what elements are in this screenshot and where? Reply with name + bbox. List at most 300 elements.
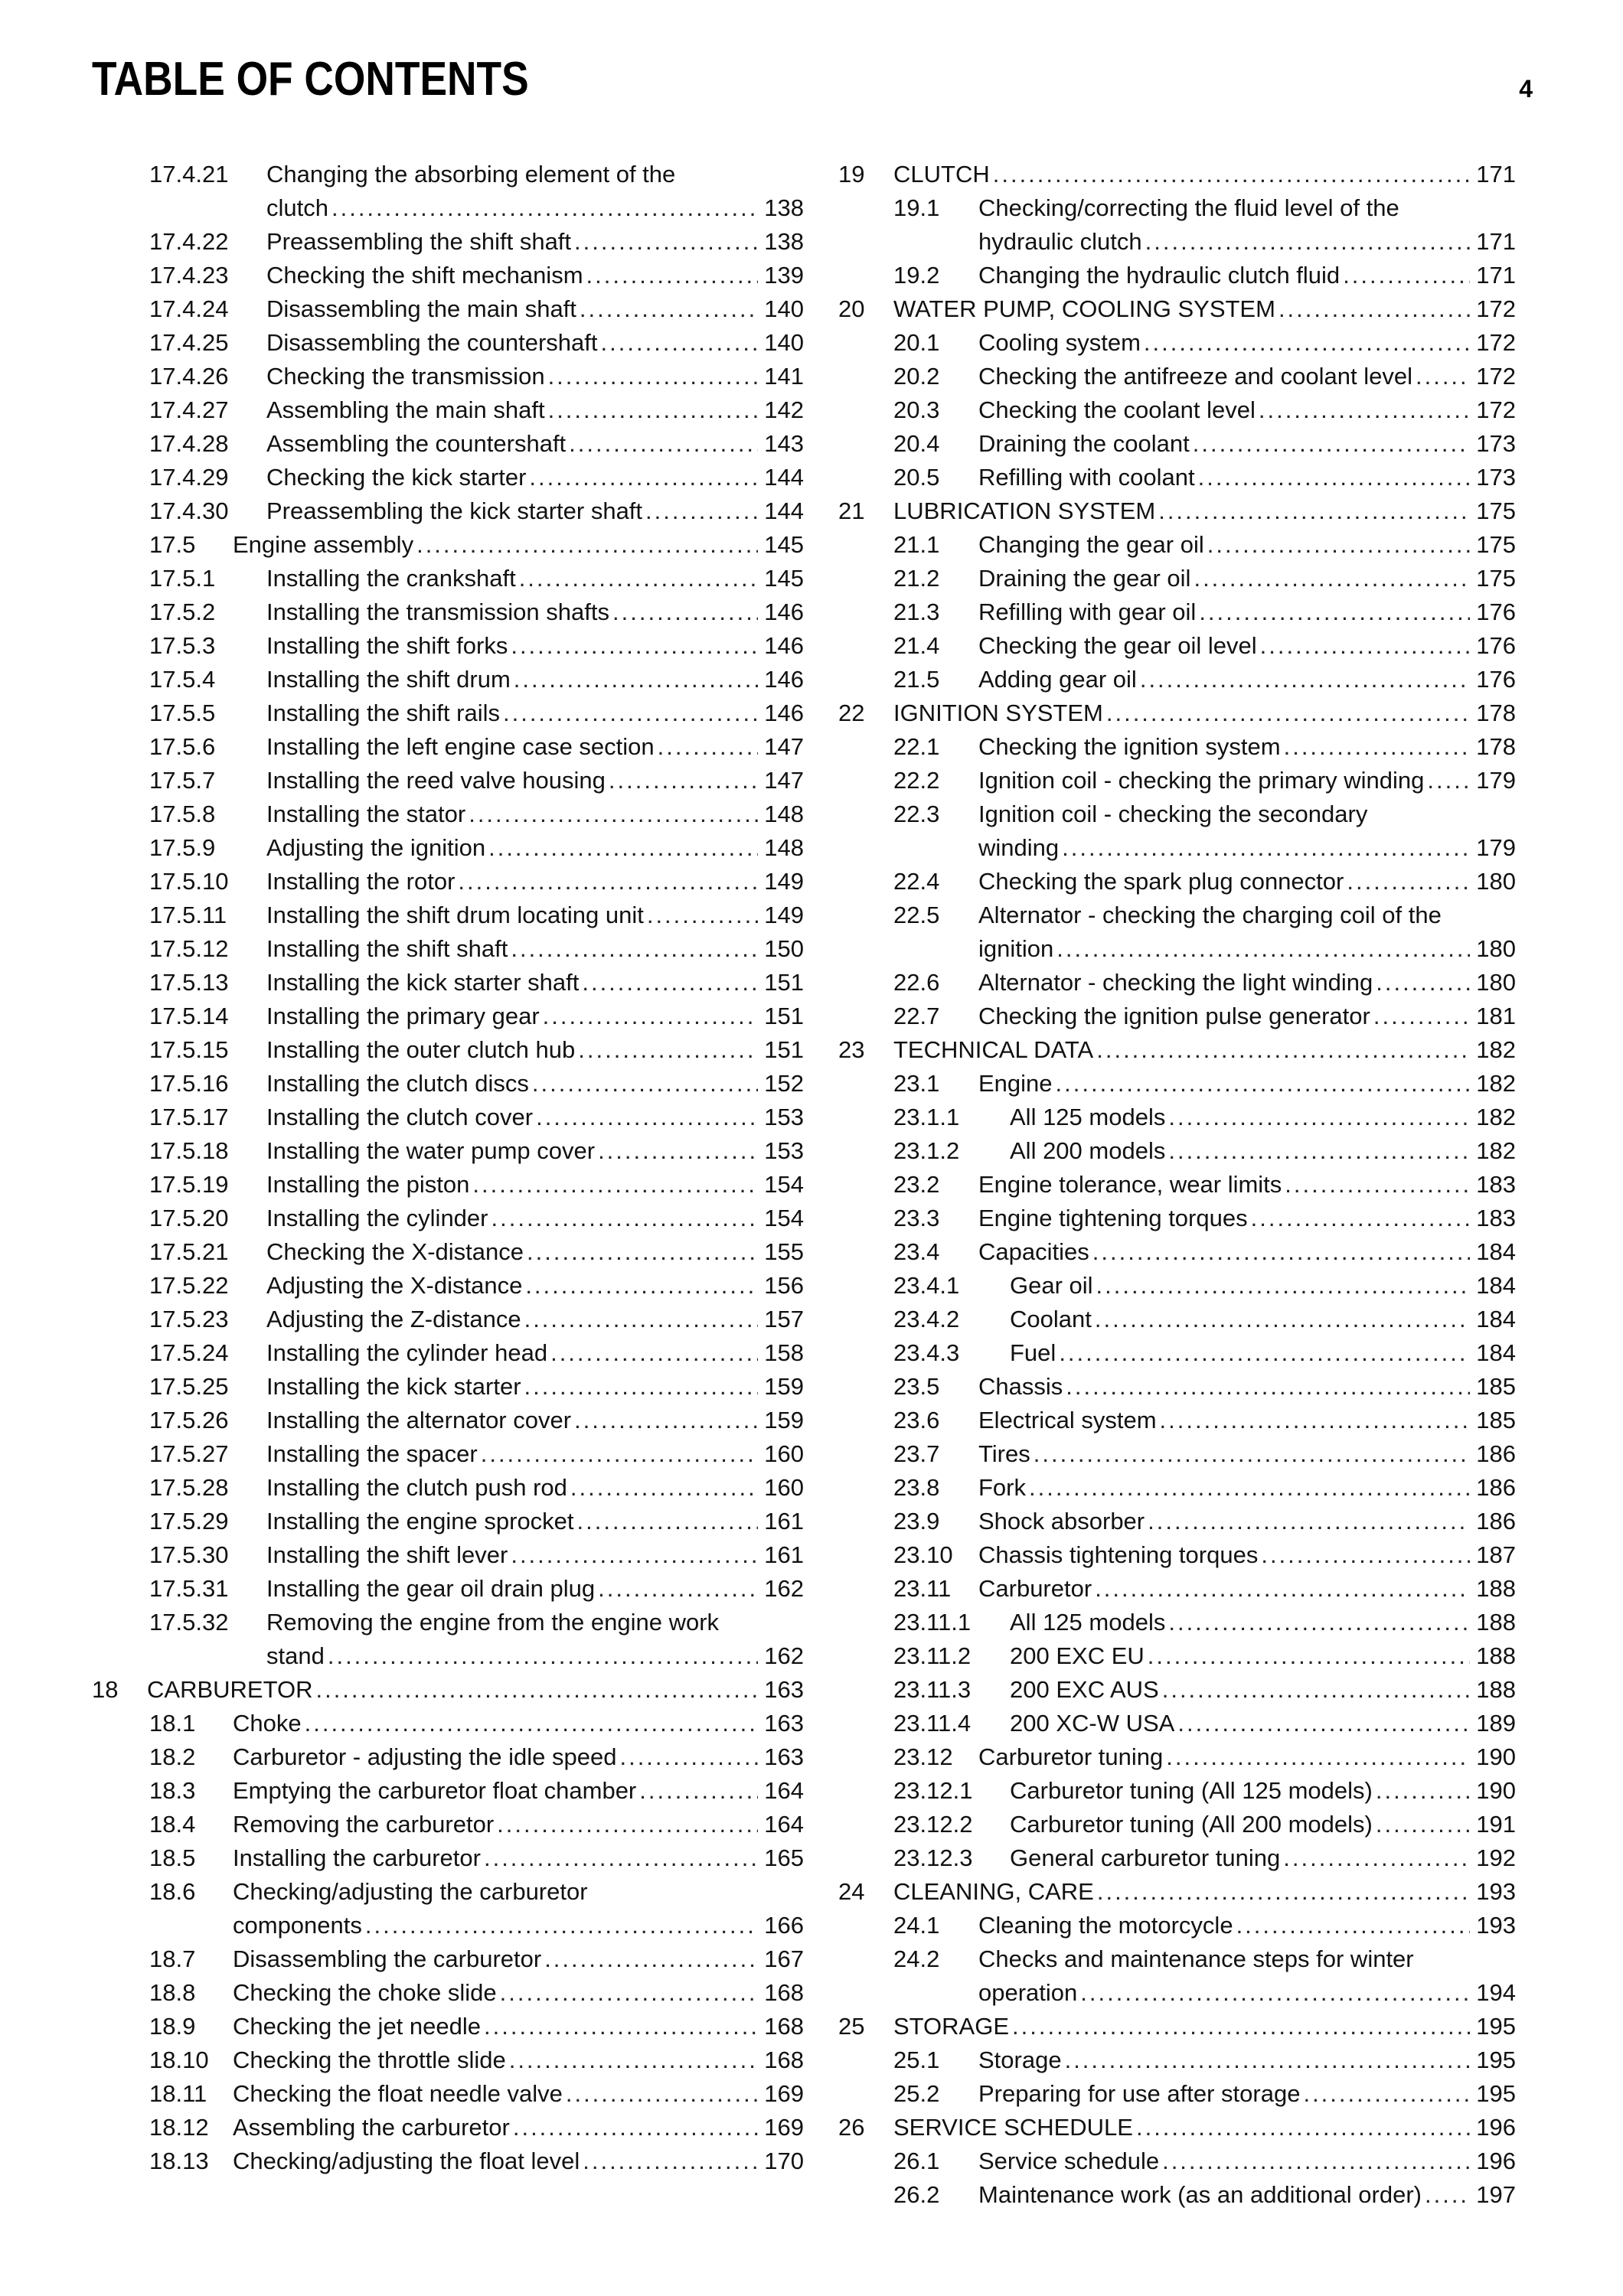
toc-entry-number: 17.5.23 — [149, 1306, 229, 1332]
dot-leader — [519, 562, 758, 595]
toc-entry[interactable] — [92, 1808, 804, 1841]
toc-entry[interactable] — [838, 1033, 1516, 1067]
toc-entry-page: 171 — [1476, 262, 1516, 289]
toc-entry-title: 200 EXC EU — [1010, 1642, 1145, 1669]
toc-entry-title: SERVICE SCHEDULE — [893, 2114, 1133, 2141]
toc-entry[interactable] — [92, 831, 804, 865]
toc-entry-title: Ignition coil - checking the secondary — [978, 801, 1368, 827]
toc-entry-page: 187 — [1476, 1541, 1516, 1568]
toc-entry-number: 21.4 — [893, 632, 940, 659]
toc-entry-page: 180 — [1476, 935, 1516, 962]
toc-entry-title: Installing the carburetor — [233, 1844, 481, 1871]
toc-entry[interactable] — [838, 1471, 1516, 1505]
toc-entry[interactable] — [92, 1101, 804, 1134]
toc-entry[interactable] — [838, 1808, 1516, 1841]
toc-entry[interactable] — [838, 1505, 1516, 1538]
toc-entry[interactable] — [838, 2010, 1516, 2043]
toc-entry-title: clutch — [266, 194, 328, 221]
toc-entry[interactable] — [838, 1000, 1516, 1033]
toc-entry[interactable] — [838, 1707, 1516, 1740]
dot-leader — [1251, 1202, 1470, 1235]
toc-entry[interactable] — [838, 259, 1516, 292]
toc-entry[interactable] — [838, 1538, 1516, 1572]
toc-entry[interactable] — [838, 2111, 1516, 2144]
toc-entry-page: 178 — [1476, 700, 1516, 726]
toc-entry-page: 153 — [764, 1104, 804, 1130]
toc-entry[interactable] — [92, 326, 804, 360]
toc-entry-number: 17.5.10 — [149, 868, 229, 895]
toc-entry[interactable] — [838, 461, 1516, 494]
dot-leader — [1376, 1808, 1470, 1841]
toc-entry-number: 18.2 — [149, 1743, 196, 1770]
toc-entry-title: Installing the shift drum locating unit — [266, 902, 644, 928]
dot-leader — [331, 191, 758, 225]
toc-entry-page: 147 — [764, 767, 804, 794]
toc-entry[interactable] — [838, 1303, 1516, 1336]
toc-entry[interactable] — [92, 1404, 804, 1437]
dot-leader — [1373, 1000, 1470, 1033]
toc-entry-number: 25.2 — [893, 2080, 940, 2107]
toc-entry[interactable] — [838, 629, 1516, 663]
toc-entry[interactable] — [92, 1168, 804, 1202]
toc-entry[interactable] — [92, 1370, 804, 1404]
dot-leader — [1062, 831, 1470, 865]
toc-entry-page: 197 — [1476, 2181, 1516, 2208]
dot-leader — [601, 326, 758, 360]
toc-entry-number: 17.4.22 — [149, 228, 229, 255]
toc-entry[interactable] — [92, 494, 804, 528]
toc-entry-number: 17.5.29 — [149, 1508, 229, 1534]
toc-entry[interactable] — [838, 494, 1516, 528]
toc-entry-number: 17.5.13 — [149, 969, 229, 996]
toc-entry[interactable] — [838, 1067, 1516, 1101]
toc-entry[interactable] — [92, 1336, 804, 1370]
toc-entry-page: 193 — [1476, 1878, 1516, 1905]
toc-entry-number: 17.5 — [149, 531, 196, 558]
toc-entry-page: 169 — [764, 2080, 804, 2107]
toc-entry[interactable] — [92, 1976, 804, 2010]
toc-entry-title: Installing the crankshaft — [266, 565, 516, 592]
toc-entry-title: winding — [978, 834, 1060, 861]
toc-entry[interactable] — [838, 1404, 1516, 1437]
toc-entry-page: 152 — [764, 1070, 804, 1097]
dot-leader — [365, 1909, 758, 1942]
toc-entry-page: 158 — [764, 1339, 804, 1366]
toc-entry-number: 23.1 — [893, 1070, 940, 1097]
toc-entry[interactable] — [838, 2178, 1516, 2212]
toc-entry-number: 22.5 — [893, 902, 940, 928]
toc-entry[interactable] — [92, 1942, 804, 1976]
toc-entry-number: 17.5.4 — [149, 666, 216, 693]
toc-entry[interactable] — [92, 797, 804, 831]
dot-leader — [511, 1538, 758, 1572]
toc-entry-number: 18.3 — [149, 1777, 196, 1804]
toc-entry[interactable] — [92, 1437, 804, 1471]
toc-entry[interactable] — [92, 1538, 804, 1572]
toc-entry-title: Installing the kick starter shaft — [266, 969, 580, 996]
toc-entry-title: Engine — [978, 1070, 1053, 1097]
toc-entry-number: 23.8 — [893, 1474, 940, 1501]
toc-entry[interactable] — [838, 1942, 1516, 2010]
toc-entry-page: 183 — [1476, 1171, 1516, 1198]
toc-entry-page: 156 — [764, 1272, 804, 1299]
dot-leader — [1160, 1404, 1470, 1437]
toc-entry[interactable] — [838, 1673, 1516, 1707]
toc-entry-page: 145 — [764, 531, 804, 558]
toc-entry[interactable] — [92, 2043, 804, 2077]
toc-entry-title: Carburetor — [978, 1575, 1092, 1602]
toc-entry[interactable] — [92, 1000, 804, 1033]
toc-entry[interactable] — [92, 1505, 804, 1538]
toc-entry-number: 23.4 — [893, 1238, 940, 1265]
dot-leader — [1106, 696, 1470, 730]
toc-entry-page: 149 — [764, 902, 804, 928]
toc-entry[interactable] — [838, 1235, 1516, 1269]
toc-entry[interactable] — [92, 2111, 804, 2144]
toc-entry-title: Carburetor tuning (All 125 models) — [1010, 1777, 1373, 1804]
dot-leader — [1261, 1538, 1470, 1572]
toc-entry[interactable] — [92, 730, 804, 764]
dot-leader — [1207, 528, 1470, 562]
toc-entry[interactable] — [838, 1269, 1516, 1303]
toc-entry-title: Checking the choke slide — [233, 1979, 497, 2006]
dot-leader — [472, 1168, 758, 1202]
dot-leader — [1162, 1673, 1470, 1707]
toc-entry-title: Carburetor tuning (All 200 models) — [1010, 1811, 1373, 1838]
toc-entry-number: 23.3 — [893, 1205, 940, 1231]
toc-entry[interactable] — [92, 292, 804, 326]
toc-entry-title: Installing the shift shaft — [266, 935, 508, 962]
toc-entry[interactable] — [92, 1269, 804, 1303]
toc-entry-number: 21.2 — [893, 565, 940, 592]
dot-leader — [1065, 2043, 1470, 2077]
toc-entry-number: 17.4.21 — [149, 161, 229, 188]
toc-entry-title: Removing the carburetor — [233, 1811, 495, 1838]
dot-leader — [1056, 1067, 1470, 1101]
toc-entry[interactable] — [92, 1202, 804, 1235]
dot-leader — [1177, 1707, 1470, 1740]
toc-entry-title: Adjusting the X-distance — [266, 1272, 523, 1299]
toc-entry-number: 18.10 — [149, 2047, 209, 2073]
toc-entry-title: Installing the clutch cover — [266, 1104, 534, 1130]
toc-entry[interactable] — [838, 1606, 1516, 1639]
toc-entry-title: Checking the throttle slide — [233, 2047, 506, 2073]
toc-entry[interactable] — [92, 1606, 804, 1673]
dot-leader — [484, 1841, 758, 1875]
dot-leader — [1148, 1639, 1470, 1673]
toc-entry-title: Shock absorber — [978, 1508, 1145, 1534]
toc-entry-number: 17.5.15 — [149, 1036, 229, 1063]
toc-entry-number: 26.2 — [893, 2181, 940, 2208]
toc-entry[interactable] — [92, 595, 804, 629]
dot-leader — [639, 1774, 758, 1808]
toc-entry-page: 160 — [764, 1440, 804, 1467]
toc-entry[interactable] — [838, 865, 1516, 899]
toc-entry[interactable] — [838, 1336, 1516, 1370]
toc-entry-page: 182 — [1476, 1137, 1516, 1164]
toc-entry-page: 175 — [1476, 497, 1516, 524]
toc-entry-number: 22.4 — [893, 868, 940, 895]
toc-entry-title: Checking the X-distance — [266, 1238, 524, 1265]
toc-entry[interactable] — [838, 191, 1516, 259]
dot-leader — [1059, 1336, 1470, 1370]
toc-entry-title: Installing the water pump cover — [266, 1137, 596, 1164]
toc-entry[interactable] — [92, 2077, 804, 2111]
toc-entry-number: 23.7 — [893, 1440, 940, 1467]
toc-entry-title: Tires — [978, 1440, 1030, 1467]
toc-entry-page: 168 — [764, 2047, 804, 2073]
toc-entry-title: Installing the left engine case section — [266, 733, 655, 760]
toc-entry[interactable] — [838, 2043, 1516, 2077]
dot-leader — [570, 1471, 758, 1505]
toc-entry[interactable] — [838, 730, 1516, 764]
toc-entry-title: Ignition coil - checking the primary winding — [978, 767, 1425, 794]
toc-entry-page: 164 — [764, 1777, 804, 1804]
toc-entry[interactable] — [838, 899, 1516, 966]
toc-entry-number: 18.8 — [149, 1979, 196, 2006]
toc-entry[interactable] — [92, 1707, 804, 1740]
toc-entry[interactable] — [92, 259, 804, 292]
toc-entry-number: 17.5.24 — [149, 1339, 229, 1366]
dot-leader — [497, 1808, 758, 1841]
toc-entry[interactable] — [838, 1202, 1516, 1235]
toc-entry-title: Checking the coolant level — [978, 396, 1256, 423]
toc-entry[interactable] — [92, 1875, 804, 1942]
toc-entry-title: Preassembling the kick starter shaft — [266, 497, 643, 524]
toc-entry[interactable] — [838, 326, 1516, 360]
toc-entry[interactable] — [838, 966, 1516, 1000]
toc-entry-title: Removing the engine from the engine work — [266, 1609, 720, 1636]
toc-entry-page: 190 — [1476, 1777, 1516, 1804]
toc-entry[interactable] — [92, 1841, 804, 1875]
toc-entry[interactable] — [838, 1909, 1516, 1942]
dot-leader — [1012, 2010, 1470, 2043]
dot-leader — [580, 292, 758, 326]
toc-entry-page: 182 — [1476, 1070, 1516, 1097]
toc-entry[interactable] — [838, 1168, 1516, 1202]
toc-entry-page: 151 — [764, 1003, 804, 1029]
toc-entry[interactable] — [92, 2144, 804, 2178]
toc-entry[interactable] — [92, 764, 804, 797]
dot-leader — [525, 1269, 758, 1303]
toc-entry-number: 23 — [838, 1036, 865, 1063]
toc-entry-title: All 125 models — [1010, 1609, 1166, 1636]
toc-entry[interactable] — [92, 562, 804, 595]
toc-entry-title: All 200 models — [1010, 1137, 1166, 1164]
dot-leader — [582, 966, 758, 1000]
dot-leader — [513, 2111, 758, 2144]
toc-entry-title: 200 XC-W USA — [1010, 1710, 1175, 1737]
dot-leader — [1095, 1303, 1470, 1336]
toc-entry-number: 20.2 — [893, 363, 940, 390]
toc-entry[interactable] — [838, 562, 1516, 595]
toc-entry[interactable] — [92, 966, 804, 1000]
toc-entry-number: 23.1.1 — [893, 1104, 960, 1130]
toc-entry[interactable] — [92, 899, 804, 932]
toc-entry[interactable] — [92, 1033, 804, 1067]
toc-entry[interactable] — [838, 1134, 1516, 1168]
toc-entry[interactable] — [838, 764, 1516, 797]
toc-entry[interactable] — [92, 696, 804, 730]
dot-leader — [574, 1404, 758, 1437]
dot-leader — [514, 663, 758, 696]
toc-entry-page: 168 — [764, 2013, 804, 2040]
toc-entry-page: 171 — [1476, 161, 1516, 188]
toc-entry-title: Installing the engine sprocket — [266, 1508, 574, 1534]
toc-entry[interactable] — [838, 427, 1516, 461]
toc-entry[interactable] — [838, 1841, 1516, 1875]
toc-entry-title: Engine tightening torques — [978, 1205, 1248, 1231]
toc-entry[interactable] — [92, 360, 804, 393]
toc-entry-number: 18.13 — [149, 2148, 209, 2174]
dot-leader — [609, 764, 758, 797]
dot-leader — [993, 158, 1470, 191]
toc-entry[interactable] — [838, 1101, 1516, 1134]
toc-entry-number: 23.9 — [893, 1508, 940, 1534]
toc-entry-title: WATER PUMP, COOLING SYSTEM — [893, 295, 1275, 322]
toc-entry-page: 145 — [764, 565, 804, 592]
toc-entry[interactable] — [838, 797, 1516, 865]
toc-entry-title: Installing the primary gear — [266, 1003, 540, 1029]
toc-entry-page: 188 — [1476, 1609, 1516, 1636]
toc-entry-title: Adjusting the ignition — [266, 834, 486, 861]
toc-entry-page: 175 — [1476, 565, 1516, 592]
toc-entry[interactable] — [838, 1740, 1516, 1774]
dot-leader — [511, 629, 758, 663]
toc-entry-page: 181 — [1476, 1003, 1516, 1029]
toc-entry-title: Installing the transmission shafts — [266, 598, 609, 625]
toc-entry-page: 196 — [1476, 2148, 1516, 2174]
toc-entry-page: 188 — [1476, 1676, 1516, 1703]
toc-entry[interactable] — [92, 1572, 804, 1606]
toc-entry[interactable] — [838, 393, 1516, 427]
toc-entry[interactable] — [838, 292, 1516, 326]
toc-entry-title: Installing the shift rails — [266, 700, 500, 726]
toc-entry[interactable] — [838, 595, 1516, 629]
toc-entry-title: Cleaning the motorcycle — [978, 1912, 1233, 1939]
toc-entry-title: Maintenance work (as an additional order) — [978, 2181, 1422, 2208]
dot-leader — [1284, 730, 1470, 764]
toc-entry[interactable] — [92, 932, 804, 966]
dot-leader — [1095, 1572, 1470, 1606]
toc-entry-title: Installing the cylinder head — [266, 1339, 548, 1366]
toc-entry[interactable] — [92, 629, 804, 663]
dot-leader — [548, 393, 758, 427]
toc-entry-number: 20 — [838, 295, 865, 322]
toc-entry-page: 172 — [1476, 396, 1516, 423]
toc-entry[interactable] — [92, 1673, 804, 1707]
toc-entry[interactable] — [838, 1370, 1516, 1404]
toc-entry[interactable] — [838, 663, 1516, 696]
toc-entry[interactable] — [92, 1471, 804, 1505]
toc-entry-title: Installing the stator — [266, 801, 466, 827]
toc-entry[interactable] — [838, 1639, 1516, 1673]
toc-entry-number: 22.3 — [893, 801, 940, 827]
toc-entry[interactable] — [92, 865, 804, 899]
toc-entry-title: Disassembling the countershaft — [266, 329, 598, 356]
toc-entry[interactable] — [92, 2010, 804, 2043]
toc-entry-page: 173 — [1476, 430, 1516, 457]
toc-entry-title: Preparing for use after storage — [978, 2080, 1301, 2107]
toc-entry[interactable] — [838, 1437, 1516, 1471]
toc-entry[interactable] — [92, 663, 804, 696]
dot-leader — [1080, 1976, 1470, 2010]
toc-entry[interactable] — [92, 427, 804, 461]
dot-leader — [1278, 292, 1470, 326]
dot-leader — [527, 1235, 758, 1269]
toc-entry[interactable] — [838, 360, 1516, 393]
toc-entry-number: 17.5.6 — [149, 733, 216, 760]
toc-entry[interactable] — [838, 158, 1516, 191]
toc-entry-page: 151 — [764, 1036, 804, 1063]
toc-entry-page: 162 — [764, 1642, 804, 1669]
toc-entry-page: 180 — [1476, 868, 1516, 895]
toc-entry-number: 23.4.1 — [893, 1272, 960, 1299]
toc-entry-title: Cooling system — [978, 329, 1141, 356]
toc-entry[interactable] — [92, 528, 804, 562]
toc-entry[interactable] — [92, 1134, 804, 1168]
toc-entry-page: 140 — [764, 329, 804, 356]
dot-leader — [1034, 1437, 1470, 1471]
dot-leader — [1168, 1606, 1470, 1639]
toc-entry[interactable] — [92, 1740, 804, 1774]
toc-entry-number: 17.4.28 — [149, 430, 229, 457]
toc-entry[interactable] — [838, 1572, 1516, 1606]
toc-entry-number: 17.4.26 — [149, 363, 229, 390]
toc-entry[interactable] — [92, 1303, 804, 1336]
toc-entry-page: 171 — [1476, 228, 1516, 255]
dot-leader — [532, 1067, 758, 1101]
page-number: 4 — [1519, 75, 1533, 103]
dot-leader — [1193, 427, 1470, 461]
toc-entry[interactable] — [92, 225, 804, 259]
toc-entry-page: 165 — [764, 1844, 804, 1871]
toc-entry-page: 170 — [764, 2148, 804, 2174]
toc-entry[interactable] — [92, 1774, 804, 1808]
toc-entry-number: 17.5.2 — [149, 598, 216, 625]
dot-leader — [536, 1101, 758, 1134]
toc-entry-number: 21 — [838, 497, 865, 524]
toc-column-left — [92, 158, 804, 2178]
toc-entry[interactable] — [92, 393, 804, 427]
toc-entry[interactable] — [838, 696, 1516, 730]
toc-entry[interactable] — [838, 528, 1516, 562]
toc-entry-number: 17.5.22 — [149, 1272, 229, 1299]
toc-entry[interactable] — [92, 1235, 804, 1269]
toc-entry-title: Installing the alternator cover — [266, 1407, 572, 1433]
toc-entry-number: 20.4 — [893, 430, 940, 457]
toc-entry-number: 17.5.19 — [149, 1171, 229, 1198]
toc-entry-page: 166 — [764, 1912, 804, 1939]
toc-entry[interactable] — [838, 1875, 1516, 1909]
toc-entry[interactable] — [838, 2077, 1516, 2111]
toc-entry[interactable] — [838, 1774, 1516, 1808]
toc-entry-page: 163 — [764, 1743, 804, 1770]
dot-leader — [491, 1202, 759, 1235]
dot-leader — [328, 1639, 758, 1673]
dot-leader — [647, 899, 758, 932]
toc-entry-page: 192 — [1476, 1844, 1516, 1871]
toc-entry[interactable] — [92, 1067, 804, 1101]
dot-leader — [586, 259, 758, 292]
toc-entry-title: Engine tolerance, wear limits — [978, 1171, 1282, 1198]
toc-entry[interactable] — [92, 461, 804, 494]
toc-entry[interactable] — [838, 2144, 1516, 2178]
toc-entry[interactable] — [92, 158, 804, 225]
toc-entry-number: 25.1 — [893, 2047, 940, 2073]
toc-entry-number: 17.5.25 — [149, 1373, 229, 1400]
dot-leader — [416, 528, 758, 562]
